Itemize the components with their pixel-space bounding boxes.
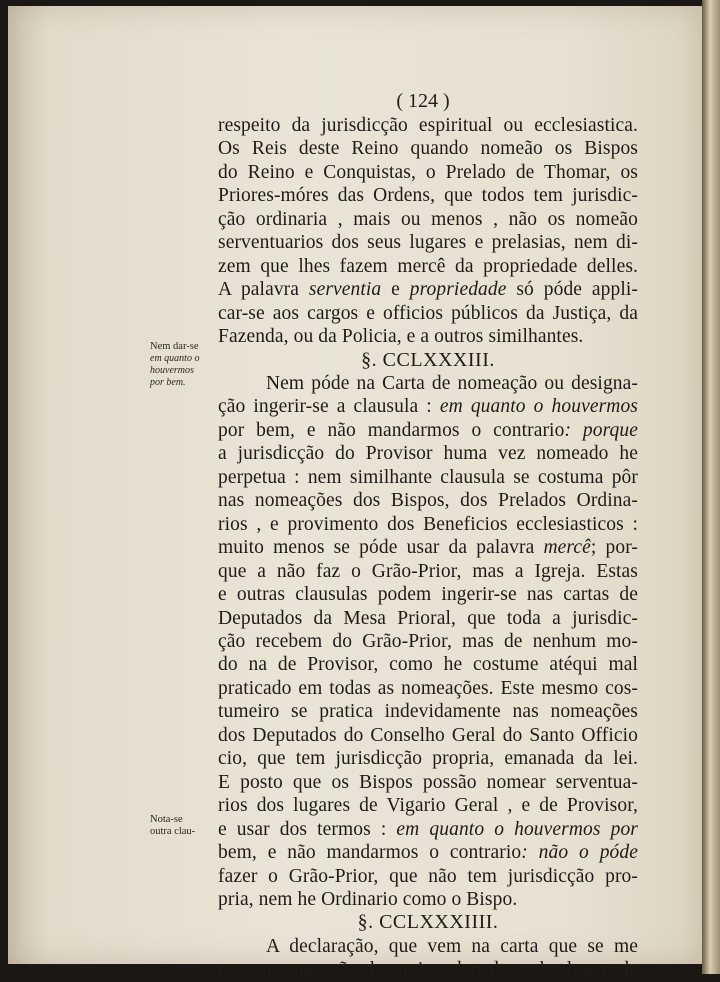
text-segment: que a não faz o Grão-Prior, mas a Igreja. Estas	[218, 560, 638, 582]
text-line	[218, 231, 638, 254]
text-segment: cio, que tem jurisdicção propria, emanada da lei.	[218, 748, 638, 770]
paragraph-bottom	[218, 935, 638, 982]
text-segment: muito menos se póde usar da palavra	[218, 537, 544, 559]
text-segment: perpetua : nem similhante clausula se costuma pôr	[218, 466, 638, 488]
margin-note-line: por bem.	[150, 377, 186, 388]
text-line	[218, 466, 638, 489]
text-segment: só póde appli-	[506, 279, 638, 301]
text-line	[218, 865, 638, 888]
text-line	[218, 114, 638, 137]
section-heading: §. CCLXXXIIII.	[357, 911, 499, 934]
text-segment: bem	[218, 842, 252, 864]
text-segment: rios dos lugares de Vigario Geral , e de Provisor,	[218, 795, 638, 817]
italic-segment: serventia	[308, 279, 382, 301]
text-segment: fazer o Grão-Prior, que não tem jurisdicção pro-	[218, 865, 638, 887]
text-line	[218, 888, 638, 911]
book-page	[8, 6, 702, 981]
italic-segment: : porque	[564, 419, 638, 441]
text-segment: zem que lhes fazem mercê da propriedade delles.	[218, 255, 638, 277]
text-line	[218, 771, 638, 794]
text-segment: nas nomeações dos Bispos, dos Prelados Ordina-	[218, 490, 638, 512]
text-segment: a jurisdicção do Provisor huma vez nomeado he	[218, 443, 638, 465]
text-line	[218, 137, 638, 160]
page-number: ( 124 )	[396, 90, 450, 112]
text-segment: por bem	[218, 419, 291, 441]
text-line	[218, 653, 638, 676]
page-edge	[702, 0, 720, 974]
text-line	[218, 841, 638, 864]
text-segment: A declaração, que vem na carta que se me	[266, 935, 638, 957]
italic-segment: mercê	[543, 537, 591, 559]
text-line	[218, 302, 638, 325]
text-segment: do Reino e Conquistas, o Prelado de Thomar, os	[218, 161, 638, 183]
text-line	[218, 161, 638, 184]
margin-note-line: houvermos	[150, 365, 194, 376]
text-line	[218, 935, 638, 958]
text-line	[218, 208, 638, 231]
italic-segment: : não o póde	[521, 842, 638, 864]
text-line	[218, 700, 638, 723]
paragraph-top	[218, 114, 638, 349]
margin-note-line: Nem dar-se	[150, 341, 199, 352]
section-heading: §. CCLXXXIII.	[361, 348, 495, 371]
text-line	[218, 607, 638, 630]
paragraph-middle	[218, 372, 638, 911]
italic-segment: ,	[251, 842, 268, 864]
text-segment: ção recebem do Grão-Prior, mas de nenhum mo-	[218, 630, 638, 652]
margin-note-second	[150, 814, 216, 838]
text-segment: tumeiro se pratica indevidamente nas nomeações	[218, 701, 638, 723]
margin-note-line: Nota-se	[150, 814, 183, 825]
text-segment: praticado em todas as nomeações. Este mesmo cos-	[218, 677, 638, 699]
text-segment: respeito da jurisdicção espiritual ou ecclesiastica.	[218, 115, 638, 136]
text-segment: e não mandarmos o contrario	[267, 842, 522, 864]
text-line	[218, 958, 638, 981]
text-segment: E posto que os Bispos possão nomear serventua-	[218, 771, 638, 793]
text-line	[218, 395, 638, 418]
text-line	[218, 583, 638, 606]
text-line	[218, 560, 638, 583]
text-line	[218, 419, 638, 442]
italic-segment: ,	[290, 419, 307, 441]
body-text	[218, 114, 638, 982]
italic-segment: em quanto o houvermos por	[396, 818, 638, 840]
text-segment: ; por-	[590, 537, 638, 559]
text-segment: Priores-móres das Ordens, que todos tem jurisdic-	[218, 185, 638, 207]
text-line	[218, 372, 638, 395]
text-segment: e usar dos termos :	[218, 818, 397, 840]
text-line	[218, 724, 638, 747]
text-line	[218, 184, 638, 207]
text-segment: do na de Provisor, como he costume atéqui mal	[218, 654, 638, 676]
text-line	[218, 630, 638, 653]
text-line	[218, 536, 638, 559]
text-line	[218, 489, 638, 512]
text-segment: pria, nem he Ordinario como o Bispo.	[218, 888, 518, 910]
italic-segment: em quanto o houvermos	[439, 396, 638, 418]
margin-note-line: outra clau-	[150, 826, 196, 837]
text-segment: e	[381, 279, 410, 301]
italic-segment: propriedade	[409, 279, 507, 301]
text-segment: car-se aos cargos e officios públicos da Justiça, da	[218, 302, 638, 324]
text-line	[218, 325, 638, 348]
text-line	[218, 794, 638, 817]
text-segment: serventuarios dos seus lugares e prelasias, nem di-	[218, 232, 638, 254]
margin-note-line: em quanto o	[150, 353, 200, 364]
text-segment: e outras clausulas podem ingerir-se nas cartas de	[218, 584, 638, 606]
text-line	[218, 818, 638, 841]
text-segment: dos Deputados do Conselho Geral do Santo Officio	[218, 724, 638, 746]
text-line	[218, 677, 638, 700]
text-line	[218, 442, 638, 465]
text-segment: e não mandarmos o contrario	[306, 419, 565, 441]
text-segment: Nem póde na Carta de nomeação ou designa-	[266, 372, 638, 394]
text-line	[218, 255, 638, 278]
text-segment: ção ordinaria , mais ou menos , não os nomeão	[218, 208, 638, 230]
text-segment: passou, que não levarei ordenado pelo lugar de	[218, 959, 638, 981]
text-segment: A palavra	[218, 279, 309, 301]
text-segment: Os Reis deste Reino quando nomeão os Bispos	[218, 138, 638, 160]
text-segment: ção ingerir-se a clausula :	[218, 396, 440, 418]
text-segment: Fazenda, ou da Policia, e a outros similhantes.	[218, 326, 584, 348]
text-line	[218, 747, 638, 770]
text-segment: Deputados da Mesa Prioral, que toda a jurisdic-	[218, 607, 638, 629]
text-line	[218, 513, 638, 536]
text-segment: rios , e provimento dos Beneficios ecclesiasticos :	[218, 513, 638, 535]
text-line	[218, 278, 638, 301]
margin-note-first	[150, 341, 216, 389]
